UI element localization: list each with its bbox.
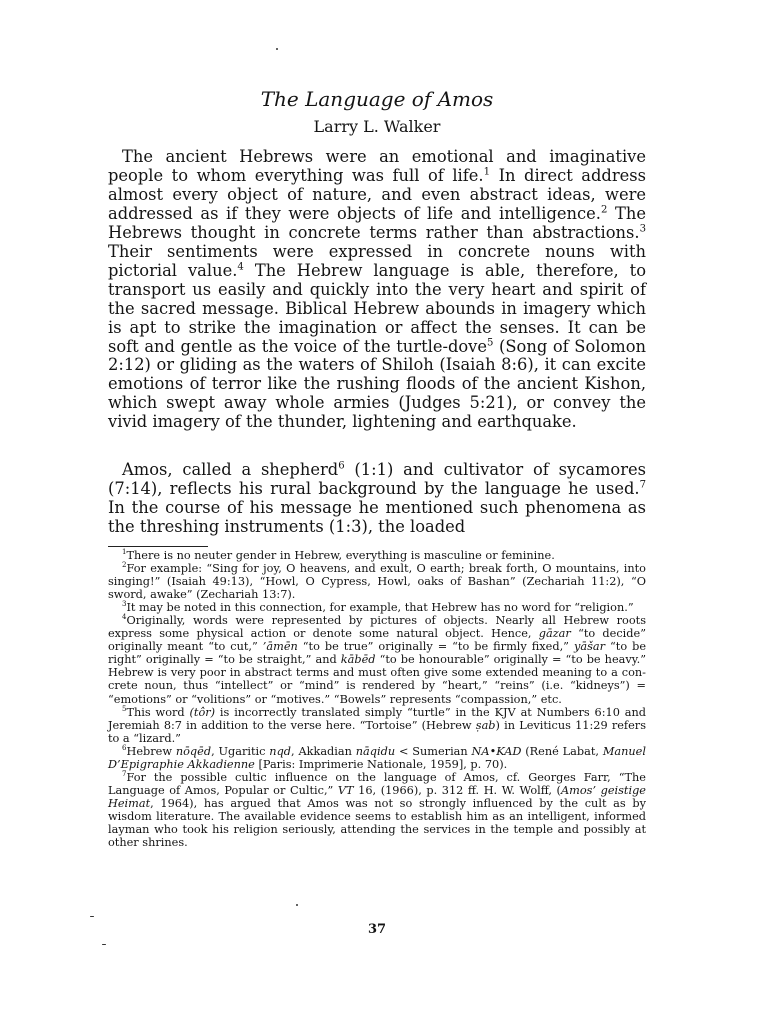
footnote-text: , Ugaritic bbox=[211, 744, 270, 758]
footnote-number: 1 bbox=[122, 548, 127, 557]
footnote-ref: 3 bbox=[639, 223, 646, 235]
book-title: Manuel D’Epigraphie Akkadienne bbox=[108, 744, 646, 771]
footnote-text: < Sumerian bbox=[395, 744, 472, 758]
akkadian-word: nāqidu bbox=[355, 744, 396, 758]
text-run: Amos, called a shepherd bbox=[122, 460, 339, 479]
hebrew-word: kābēd bbox=[340, 653, 376, 667]
footnote-number: 4 bbox=[122, 613, 127, 622]
footnote-divider bbox=[108, 546, 208, 547]
body-paragraph-2 bbox=[108, 461, 646, 537]
footnote-text: For example: “Sing for joy, O heavens, and exult, O earth; break forth, O mountains, into singing!” (Isaiah 49:13), “Howl, O Cypress, Howl, oaks of Bashan” (Zechariah 11:2), “O sword, awake” (Zechariah 13:7). bbox=[108, 562, 646, 602]
text-run: The Hebrews thought in concrete terms rather than abstractions. bbox=[108, 203, 646, 242]
text-run: (Song of Solomon 2:12) or gliding as the waters of Shiloh (Isaiah 8:6), it can excite emotions of terror like the rushing floods of the ancient Kishon, which swept away whole armies (Judges 5:21), or convey the vivid imagery of the thunder, lightening and earthquake. bbox=[108, 336, 646, 432]
footnote-text: Hebrew bbox=[126, 744, 176, 758]
print-speck bbox=[102, 944, 106, 945]
footnote-text: “to be honourable” originally = “to be heavy.” Hebrew is very poor in abstract terms and must often give some extended meaning to a concrete noun, thus “intellect” or “mind” is rendered by “heart,” “reins” (i.e. “kidneys”) = “emotions” or “volitions” or “motives.” “Bowels” represents “compassion,” etc. bbox=[108, 653, 646, 706]
print-speck bbox=[296, 904, 298, 906]
text-run: The Hebrew language is able, therefore, to transport us easily and quickly into the very heart and spirit of the sacred message. Biblical Hebrew abounds in imagery which is apt to strike the imagination or affect the senses. It can be soft and gentle as the voice of the turtle-dove bbox=[108, 260, 646, 356]
footnote-text: This word bbox=[126, 705, 190, 719]
footnote-text: There is no neuter gender in Hebrew, everything is masculine or feminine. bbox=[126, 549, 555, 562]
ugaritic-word: nqd bbox=[269, 744, 292, 758]
hebrew-word: yāšar bbox=[573, 640, 606, 654]
text-run: In direct address almost every object of nature, and even abstract ideas, were addressed as if they were objects of life and intelligence. bbox=[108, 165, 646, 223]
hebrew-word: nōqēd bbox=[175, 744, 212, 758]
footnote-3 bbox=[108, 601, 646, 614]
book-title: Amos’ geistige Heimat bbox=[108, 783, 646, 810]
footnote-text: “to decide” originally meant “to cut,” bbox=[108, 627, 646, 654]
footnote-2 bbox=[108, 562, 646, 601]
footnote-ref: 5 bbox=[487, 337, 494, 349]
footnote-4 bbox=[108, 614, 646, 705]
footnote-text: ) in Leviticus 11:29 refers to a “lizard.” bbox=[108, 718, 646, 745]
footnote-text: It may be noted in this connection, for example, that Hebrew has no word for “religion.” bbox=[126, 601, 634, 615]
hebrew-word: (tôr) bbox=[189, 705, 216, 719]
footnote-ref: 6 bbox=[338, 460, 345, 472]
footnote-text: , 1964), has argued that Amos was not so strongly influenced by the cult as by wisdom literature. The available evidence seems to establish him as an intelligent, informed layman who took his religion seriously, attending the services in the temple and possibly at other shrines. bbox=[108, 796, 646, 850]
text-run: Their sentiments were expressed in concrete nouns with pictorial value. bbox=[108, 241, 646, 280]
footnote-ref: 4 bbox=[237, 261, 244, 273]
text-run: In the course of his message he mentioned such phenomena as the threshing instruments (1:3), the loaded bbox=[108, 497, 646, 536]
footnote-1 bbox=[108, 549, 646, 562]
footnote-number: 5 bbox=[122, 704, 127, 713]
print-speck bbox=[276, 48, 278, 50]
footnote-5 bbox=[108, 706, 646, 745]
footnote-text: [Paris: Imprimerie Nationale, 1959], p. 70). bbox=[254, 757, 508, 771]
text-run: (1:1) and cultivator of sycamores (7:14), reflects his rural background by the language he used. bbox=[108, 460, 646, 498]
footnote-6 bbox=[108, 745, 646, 771]
page-number: 37 bbox=[367, 922, 387, 937]
article-author: Larry L. Walker bbox=[313, 117, 441, 136]
footnote-text: Originally, words were represented by pictures of objects. Nearly all Hebrew roots express some physical action or denote some natural object. Hence, bbox=[108, 614, 646, 641]
footnote-ref: 1 bbox=[483, 166, 491, 178]
footnotes bbox=[108, 549, 646, 849]
footnote-ref: 7 bbox=[639, 479, 646, 491]
footnote-text: “to be right” originally = “to be straight,” and bbox=[108, 640, 647, 667]
journal-title: VT bbox=[337, 783, 354, 797]
hebrew-word: gāzar bbox=[538, 627, 571, 641]
footnote-text: “to be true” originally = “to be firmly fixed,” bbox=[297, 640, 574, 654]
text-run: The ancient Hebrews were an emotional and imaginative people to whom everything was full of life. bbox=[108, 147, 646, 185]
hebrew-word: ’āmēn bbox=[262, 640, 298, 654]
article-title: The Language of Amos bbox=[260, 87, 494, 111]
footnote-text: (René Labat, bbox=[521, 744, 603, 758]
hebrew-word: ṣab bbox=[475, 718, 496, 732]
footnote-number: 2 bbox=[122, 561, 127, 570]
footnote-text: is incorrectly translated simply “turtle” in the KJV at Numbers 6:10 and Jeremiah 8:7 in addition to the verse here. “Tortoise” (Hebrew bbox=[108, 705, 647, 732]
body-paragraph-1 bbox=[108, 148, 646, 432]
footnote-number: 3 bbox=[122, 600, 127, 609]
footnote-text: , Akkadian bbox=[291, 744, 356, 758]
footnote-text: 16, (1966), p. 312 ff. H. W. Wolff, ( bbox=[353, 783, 561, 797]
footnote-number: 6 bbox=[122, 743, 127, 752]
footnote-7 bbox=[108, 771, 646, 849]
footnote-ref: 2 bbox=[600, 204, 608, 216]
sumerian-word: NA•KAD bbox=[471, 744, 522, 758]
footnote-text: For the possible cultic influence on the language of Amos, cf. Georges Farr, “The Language of Amos, Popular or Cultic,” bbox=[108, 770, 646, 797]
footnote-number: 7 bbox=[122, 770, 127, 779]
print-speck bbox=[90, 916, 94, 917]
